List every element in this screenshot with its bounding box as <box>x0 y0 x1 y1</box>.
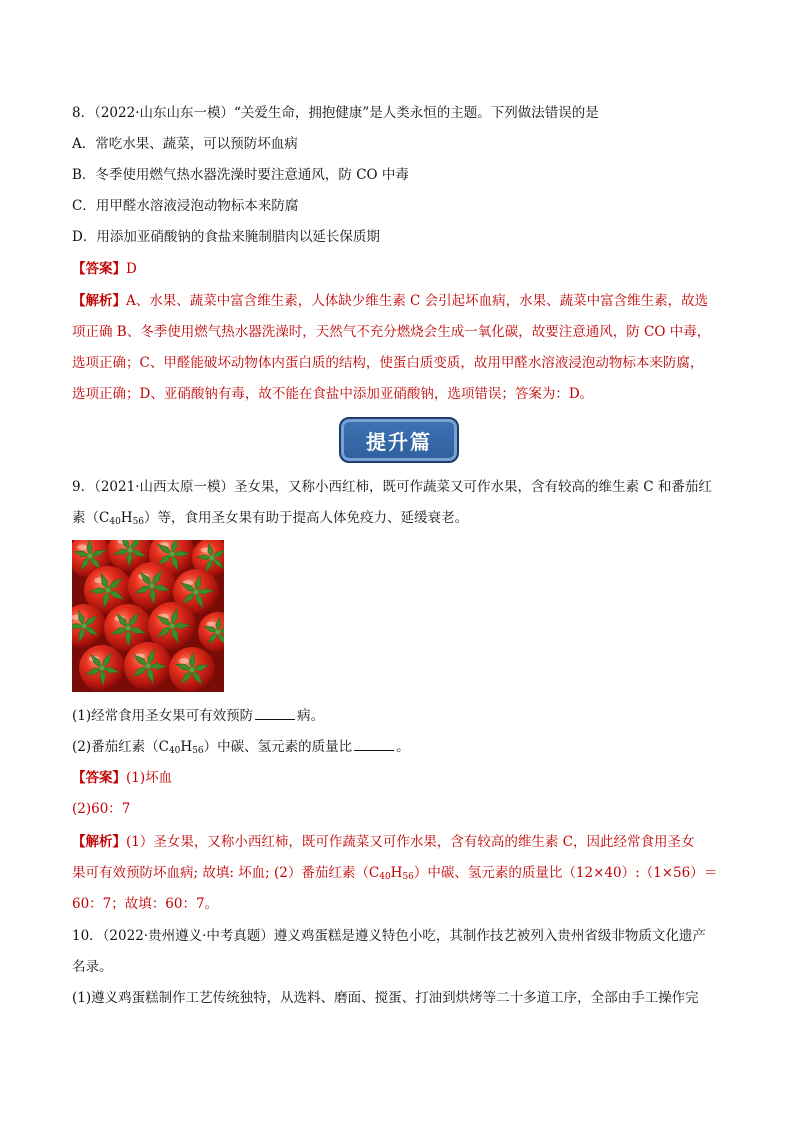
subscript: 56 <box>132 517 145 527</box>
text: ）中碳、氢元素的质量比 <box>203 739 353 755</box>
text: 。 <box>396 739 410 755</box>
q8-stem: 8．（2022·山东山东一模）“关爱生命，拥抱健康”是人类永恒的主题。下列做法错误的是 <box>72 105 599 121</box>
q8-option-d: D．用添加亚硝酸钠的食盐来腌制腊肉以延长保质期 <box>72 229 380 245</box>
q8-analysis-line-3: 选项正确；C、甲醛能破坏动物体内蛋白质的结构，使蛋白质变质，故用甲醛水溶液浸泡动物标本来防腐， <box>72 355 704 371</box>
q8-analysis-line-2: 项正确 B、冬季使用燃气热水器洗澡时，天然气不充分燃烧会生成一氧化碳，故要注意通风，防 CO 中毒， <box>72 324 711 340</box>
q8-analysis-line-1 <box>72 292 738 310</box>
q8-option-a: A．常吃水果、蔬菜，可以预防坏血病 <box>72 136 298 152</box>
cherry-tomato-image <box>72 540 224 692</box>
subscript: 56 <box>192 746 204 756</box>
text: 素（C <box>72 510 110 526</box>
answer-tag: 【答案】 <box>72 770 126 786</box>
text: 果可有效预防坏血病; 故填: 坏血; (2）番茄红素（C <box>72 865 380 881</box>
q8-analysis-line-4: 选项正确；D、亚硝酸钠有毒，故不能在食盐中添加亚硝酸钠，选项错误；答案为：D。 <box>72 386 594 402</box>
subscript: 40 <box>168 746 181 756</box>
text: ）中碳、氢元素的质量比（12×40）:（1×56）＝ <box>413 865 718 881</box>
text: (2)番茄红素（C <box>72 739 169 755</box>
text: H <box>180 739 193 755</box>
text: 病。 <box>297 708 325 724</box>
text: (1)经常食用圣女果可有效预防 <box>72 708 254 724</box>
q8-option-b: B．冬季使用燃气热水器洗澡时要注意通风，防 CO 中毒 <box>72 167 409 183</box>
analysis-text: A、水果、蔬菜中富含维生素，人体缺少维生素 C 会引起坏血病，水果、蔬菜中富含维生素，故选 <box>126 293 709 309</box>
answer-value: (1)坏血 <box>126 770 173 786</box>
q9-analysis-line-2 <box>72 864 738 886</box>
answer-blank[interactable] <box>255 707 295 720</box>
subscript: 56 <box>402 872 414 882</box>
answer-tag: 【答案】 <box>72 261 126 277</box>
q9-answer-line-2: (2)60：7 <box>72 801 131 817</box>
text: H <box>120 510 133 526</box>
q10-stem-line-2: 名录。 <box>72 959 113 975</box>
q9-stem-line-1: 9．（2021·山西太原一模）圣女果，又称小西红柿，既可作蔬菜又可作水果，含有较高的维生素 C 和番茄红 <box>72 479 712 495</box>
section-banner: 提升篇 <box>339 417 459 463</box>
q9-stem-line-2 <box>72 509 738 531</box>
answer-value: D <box>126 261 137 277</box>
q9-answer-line-1 <box>72 769 738 787</box>
q9-subquestion-2 <box>72 738 738 760</box>
q9-analysis-line-1 <box>72 833 738 851</box>
text: ）等，食用圣女果有助于提高人体免疫力、延缓衰老。 <box>144 510 469 526</box>
analysis-tag: 【解析】 <box>72 834 126 850</box>
q8-answer <box>72 260 738 278</box>
q10-subquestion-1: (1)遵义鸡蛋糕制作工艺传统独特，从选料、磨面、搅蛋、打油到烘烤等二十多道工序，全部由手工操作完 <box>72 990 699 1006</box>
subscript: 40 <box>379 872 391 882</box>
q8-option-c: C．用甲醛水溶液浸泡动物标本来防腐 <box>72 198 299 214</box>
analysis-tag: 【解析】 <box>72 293 126 309</box>
q10-stem-line-1: 10．（2022·贵州遵义·中考真题）遵义鸡蛋糕是遵义特色小吃，其制作技艺被列入贵州省级非物质文化遗产 <box>72 928 706 944</box>
cherry-tomato-photo <box>72 540 224 692</box>
answer-blank[interactable] <box>354 738 394 751</box>
subscript: 40 <box>109 517 121 527</box>
q9-analysis-line-3: 60：7；故填：60：7。 <box>72 896 219 912</box>
text: H <box>390 865 403 881</box>
analysis-text: (1）圣女果，又称小西红柿，既可作蔬菜又可作水果，含有较高的维生素 C，因此经常食用圣女 <box>126 834 695 850</box>
q9-subquestion-1 <box>72 707 738 725</box>
